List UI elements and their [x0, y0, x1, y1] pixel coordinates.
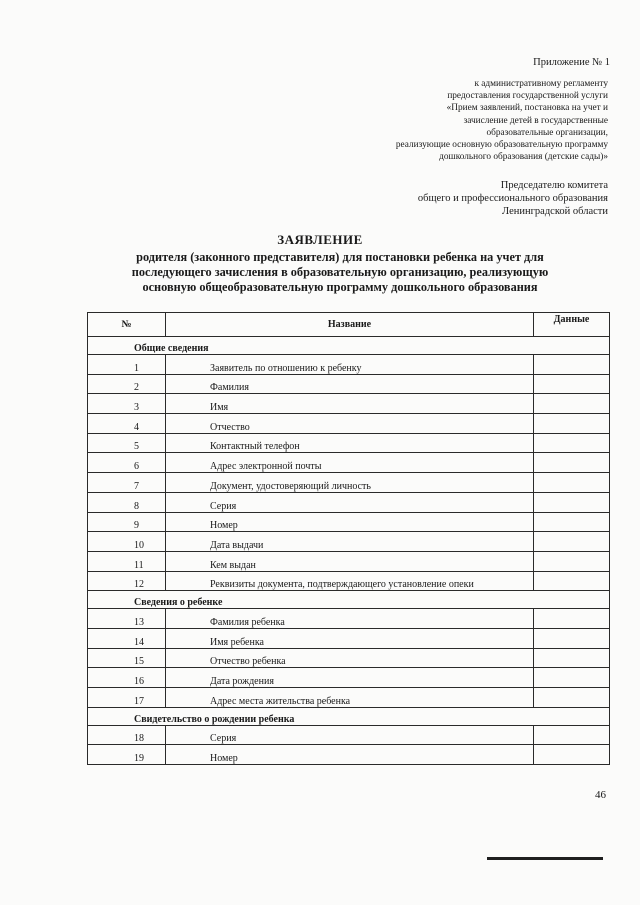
field-value-cell[interactable] — [534, 551, 610, 571]
field-value-cell[interactable] — [534, 745, 610, 765]
table-row — [88, 473, 610, 493]
table-row — [88, 394, 610, 414]
table-row — [88, 532, 610, 552]
table-row — [88, 668, 610, 688]
row-number: 7 — [88, 473, 166, 493]
table-row — [88, 512, 610, 532]
field-name: Адрес места жительства ребенка — [166, 688, 534, 708]
field-name: Дата выдачи — [166, 532, 534, 552]
column-header-name: Название — [166, 313, 534, 337]
field-name: Контактный телефон — [166, 433, 534, 453]
field-value-cell[interactable] — [534, 512, 610, 532]
section-title: Сведения о ребенке — [88, 591, 610, 609]
field-name: Номер — [166, 745, 534, 765]
field-value-cell[interactable] — [534, 394, 610, 414]
field-name: Отчество — [166, 414, 534, 434]
table-row — [88, 725, 610, 745]
reglament-reference — [288, 78, 608, 163]
field-value-cell[interactable] — [534, 668, 610, 688]
row-number: 5 — [88, 433, 166, 453]
row-number: 1 — [88, 355, 166, 375]
table-header-row — [88, 313, 610, 337]
row-number: 3 — [88, 394, 166, 414]
section-row — [88, 337, 610, 355]
row-number: 11 — [88, 551, 166, 571]
field-name: Номер — [166, 512, 534, 532]
table-row — [88, 571, 610, 591]
column-header-number: № — [88, 313, 166, 337]
addressee-line: Председателю комитета — [500, 180, 608, 191]
reglament-line: к административному регламенту — [474, 79, 608, 89]
addressee-block — [308, 179, 608, 218]
column-header-data: Данные — [534, 313, 610, 337]
row-number: 15 — [88, 648, 166, 668]
field-name: Отчество ребенка — [166, 648, 534, 668]
subtitle-line: последующего зачисления в образовательную организацию, реализующую — [131, 265, 549, 279]
table-body — [88, 337, 610, 765]
field-name: Дата рождения — [166, 668, 534, 688]
table-row — [88, 551, 610, 571]
field-name: Имя ребенка — [166, 628, 534, 648]
field-name: Реквизиты документа, подтверждающего установление опеки — [166, 571, 534, 591]
field-name: Адрес электронной почты — [166, 453, 534, 473]
row-number: 19 — [88, 745, 166, 765]
section-row — [88, 591, 610, 609]
field-value-cell[interactable] — [534, 453, 610, 473]
row-number: 16 — [88, 668, 166, 688]
reglament-line: зачисление детей в государственные — [463, 115, 608, 126]
field-value-cell[interactable] — [534, 725, 610, 745]
field-value-cell[interactable] — [534, 473, 610, 493]
field-value-cell[interactable] — [534, 688, 610, 708]
table-row — [88, 414, 610, 434]
document-title: ЗАЯВЛЕНИЕ — [277, 232, 363, 247]
application-form-table — [87, 312, 610, 765]
field-value-cell[interactable] — [534, 532, 610, 552]
addressee-line: Ленинградской области — [502, 206, 608, 217]
page-number: 46 — [595, 789, 606, 801]
reglament-line: образовательные организации, — [486, 127, 608, 138]
field-value-cell[interactable] — [534, 648, 610, 668]
field-name: Кем выдан — [166, 551, 534, 571]
reglament-line: реализующие основную образовательную программу — [395, 140, 608, 151]
row-number: 18 — [88, 725, 166, 745]
table-row — [88, 628, 610, 648]
addressee-line: общего и профессионального образования — [417, 193, 608, 204]
table-row — [88, 433, 610, 453]
row-number: 10 — [88, 532, 166, 552]
field-name: Имя — [166, 394, 534, 414]
table-row — [88, 745, 610, 765]
table-row — [88, 609, 610, 629]
field-name: Серия — [166, 492, 534, 512]
field-value-cell[interactable] — [534, 628, 610, 648]
table-row — [88, 492, 610, 512]
annex-title: Приложение № 1 — [533, 57, 610, 68]
section-title: Свидетельство о рождении ребенка — [88, 707, 610, 725]
row-number: 12 — [88, 571, 166, 591]
row-number: 2 — [88, 374, 166, 394]
field-name: Фамилия — [166, 374, 534, 394]
table-row — [88, 688, 610, 708]
section-title: Общие сведения — [88, 337, 610, 355]
field-name: Серия — [166, 725, 534, 745]
row-number: 17 — [88, 688, 166, 708]
row-number: 14 — [88, 628, 166, 648]
table-row — [88, 648, 610, 668]
subtitle-line: основную общеобразовательную программу дошкольного образования — [142, 280, 538, 294]
reglament-line: дошкольного образования (детские сады)» — [439, 152, 608, 163]
section-row — [88, 707, 610, 725]
field-value-cell[interactable] — [534, 571, 610, 591]
row-number: 9 — [88, 512, 166, 532]
scan-edge-mark — [487, 857, 603, 860]
field-value-cell[interactable] — [534, 414, 610, 434]
field-value-cell[interactable] — [534, 374, 610, 394]
field-name: Заявитель по отношению к ребенку — [166, 355, 534, 375]
row-number: 8 — [88, 492, 166, 512]
field-value-cell[interactable] — [534, 492, 610, 512]
field-value-cell[interactable] — [534, 609, 610, 629]
row-number: 6 — [88, 453, 166, 473]
reglament-line: предоставления государственной услуги — [447, 91, 608, 102]
table-row — [88, 374, 610, 394]
row-number: 13 — [88, 609, 166, 629]
field-name: Фамилия ребенка — [166, 609, 534, 629]
reglament-line: «Прием заявлений, постановка на учет и — [446, 103, 608, 114]
subtitle-line: родителя (законного представителя) для постановки ребенка на учет для — [136, 250, 544, 264]
document-subtitle — [80, 250, 600, 295]
field-value-cell[interactable] — [534, 433, 610, 453]
table-row — [88, 453, 610, 473]
table-row — [88, 355, 610, 375]
row-number: 4 — [88, 414, 166, 434]
field-name: Документ, удостоверяющий личность — [166, 473, 534, 493]
field-value-cell[interactable] — [534, 355, 610, 375]
